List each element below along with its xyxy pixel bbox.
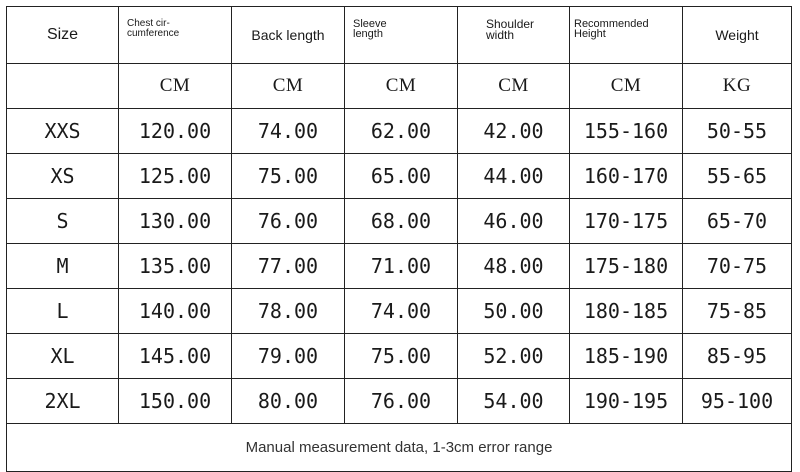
table-row [7, 334, 792, 379]
value-cell: 65.00 [345, 154, 458, 199]
value-cell: 46.00 [458, 199, 570, 244]
value-cell: 190-195 [570, 379, 683, 424]
value-cell: 74.00 [232, 109, 345, 154]
value-cell: 180-185 [570, 289, 683, 334]
unit-row [7, 64, 792, 109]
data-rows [7, 109, 792, 424]
value-cell: 62.00 [345, 109, 458, 154]
value-cell: 70-75 [683, 244, 792, 289]
unit-cell: KG [683, 64, 792, 109]
value-cell: 130.00 [119, 199, 232, 244]
value-cell: 76.00 [345, 379, 458, 424]
value-cell: 160-170 [570, 154, 683, 199]
value-cell: 77.00 [232, 244, 345, 289]
header-sleeve-line2: length [353, 28, 383, 40]
value-cell: 140.00 [119, 289, 232, 334]
size-cell: L [7, 289, 119, 334]
value-cell: 145.00 [119, 334, 232, 379]
header-height [570, 7, 683, 64]
value-cell: 75-85 [683, 289, 792, 334]
value-cell: 48.00 [458, 244, 570, 289]
table-row [7, 154, 792, 199]
header-sleeve [345, 7, 458, 64]
value-cell: 85-95 [683, 334, 792, 379]
unit-cell: CM [119, 64, 232, 109]
size-cell: XXS [7, 109, 119, 154]
value-cell: 76.00 [232, 199, 345, 244]
size-cell: 2XL [7, 379, 119, 424]
value-cell: 95-100 [683, 379, 792, 424]
value-cell: 155-160 [570, 109, 683, 154]
value-cell: 150.00 [119, 379, 232, 424]
header-row [7, 7, 792, 64]
value-cell: 55-65 [683, 154, 792, 199]
value-cell: 135.00 [119, 244, 232, 289]
header-back-length: Back length [232, 7, 345, 64]
table-row [7, 199, 792, 244]
size-cell: M [7, 244, 119, 289]
value-cell: 65-70 [683, 199, 792, 244]
value-cell: 42.00 [458, 109, 570, 154]
value-cell: 44.00 [458, 154, 570, 199]
footer-note: Manual measurement data, 1-3cm error range [7, 424, 792, 472]
size-cell: XS [7, 154, 119, 199]
value-cell: 74.00 [345, 289, 458, 334]
value-cell: 71.00 [345, 244, 458, 289]
value-cell: 185-190 [570, 334, 683, 379]
value-cell: 78.00 [232, 289, 345, 334]
size-chart-table [6, 6, 792, 472]
header-shoulder-line1: Shoulder [486, 17, 535, 31]
unit-cell: CM [345, 64, 458, 109]
value-cell: 50-55 [683, 109, 792, 154]
size-cell: S [7, 199, 119, 244]
unit-cell: CM [570, 64, 683, 109]
value-cell: 170-175 [570, 199, 683, 244]
header-chest-line1: Chest cir- [127, 18, 170, 29]
unit-cell: CM [232, 64, 345, 109]
footer-row [7, 424, 792, 472]
unit-cell [7, 64, 119, 109]
value-cell: 175-180 [570, 244, 683, 289]
header-height-line2: Height [574, 28, 606, 40]
header-weight: Weight [683, 7, 792, 64]
value-cell: 54.00 [458, 379, 570, 424]
table-row [7, 289, 792, 334]
table-row [7, 379, 792, 424]
value-cell: 75.00 [232, 154, 345, 199]
header-size: Size [7, 7, 119, 64]
unit-cell: CM [458, 64, 570, 109]
value-cell: 125.00 [119, 154, 232, 199]
value-cell: 120.00 [119, 109, 232, 154]
header-shoulder [458, 7, 570, 64]
table-row [7, 244, 792, 289]
header-chest-line2: cumference [127, 28, 180, 39]
value-cell: 75.00 [345, 334, 458, 379]
value-cell: 80.00 [232, 379, 345, 424]
header-chest [119, 7, 232, 64]
value-cell: 50.00 [458, 289, 570, 334]
header-height-line1: Recommended [574, 18, 649, 30]
table-row [7, 109, 792, 154]
size-cell: XL [7, 334, 119, 379]
header-shoulder-line2: width [486, 28, 515, 42]
value-cell: 52.00 [458, 334, 570, 379]
value-cell: 68.00 [345, 199, 458, 244]
value-cell: 79.00 [232, 334, 345, 379]
header-sleeve-line1: Sleeve [353, 18, 387, 30]
